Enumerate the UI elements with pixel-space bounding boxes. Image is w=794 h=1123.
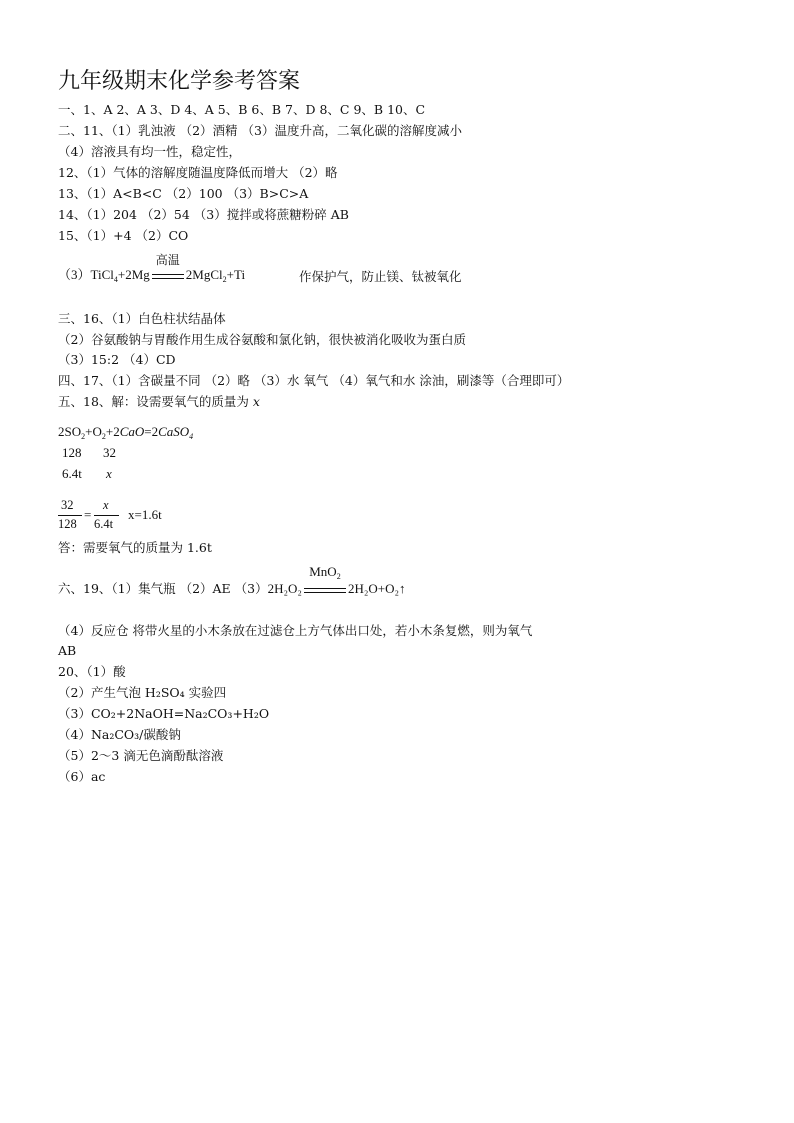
answer-line-q16-2: （2）谷氨酸钠与胃酸作用生成谷氨酸和氯化钠，很快被消化吸收为蛋白质 xyxy=(58,332,466,347)
answer-line-q20-4: （4）Na₂CO₃/碳酸钠 xyxy=(58,727,181,742)
given-mass: 6.4t xyxy=(62,466,82,481)
answer-line-q12: 12、（1）气体的溶解度随温度降低而增大 （2）略 xyxy=(58,165,338,180)
answer-line-q11: 二、11、（1）乳浊液 （2）酒精 （3）温度升高，二氧化碳的溶解度减小 xyxy=(58,123,462,138)
answer-line-section-1: 一、1、A 2、A 3、D 4、A 5、B 6、B 7、D 8、C 9、B 10、C xyxy=(58,102,426,117)
answer-line-q18-conclusion: 答：需要氧气的质量为 1.6t xyxy=(58,540,212,555)
fraction-denominator: 6.4t xyxy=(94,517,114,531)
answer-line-q14: 14、（1）204 （2）54 （3）搅拌或将蔗糖粉碎 AB xyxy=(58,207,349,222)
products-water-oxygen: 2H₂O+O₂↑ xyxy=(347,581,406,596)
relative-mass-32: 32 xyxy=(103,445,116,460)
product-mgcl2: 2MgCl$_2$ xyxy=(185,267,227,284)
answer-line-q20-2: （2）产生气泡 H₂SO₄ 实验四 xyxy=(58,685,227,700)
answer-line-q20: 20、（1）酸 xyxy=(58,664,126,679)
answer-line-q20-3: （3）CO₂+2NaOH=Na₂CO₃+H₂O xyxy=(58,706,270,721)
product-ti: +Ti xyxy=(226,267,246,282)
catalyst-mno2: MnO$_2$ xyxy=(309,564,341,581)
equation-label: （3） xyxy=(58,267,91,282)
relative-mass-128: 128 xyxy=(62,445,82,460)
reactant-ticl4: TiCl$_4$ xyxy=(90,267,118,284)
answer-line-q20-5: （5）2～3 滴无色滴酚酞溶液 xyxy=(58,748,224,763)
answer-line-q19-4: （4）反应仓 将带火星的小木条放在过滤仓上方气体出口处，若小木条复燃，则为氧气 xyxy=(58,623,533,638)
unknown-mass: x xyxy=(106,466,112,481)
answer-line-q11-4: （4）溶液具有均一性，稳定性， xyxy=(58,144,241,159)
page-title: 九年级期末化学参考答案 xyxy=(58,69,301,94)
answer-line-q17: 四、17、（1）含碳量不同 （2）略 （3）水 氧气 （4）氧气和水 涂油，刷漆等（合理即可） xyxy=(58,373,570,388)
answer-line-q15: 15、（1）+4 （2）CO xyxy=(58,228,189,243)
answer-line-q16: 三、16、（1）白色柱状结晶体 xyxy=(58,311,226,326)
reaction-condition-arrow xyxy=(150,253,186,283)
answer-line-q18: 五、18、解：设需要氧气的质量为 x xyxy=(58,394,260,409)
answer-line-q16-3: （3）15:2 （4）CD xyxy=(58,352,176,367)
reactant-mg: +2Mg xyxy=(117,267,150,282)
solution-result: x=1.6t xyxy=(128,507,162,522)
fraction-numerator: 32 xyxy=(61,498,74,512)
answer-line-q13: 13、（1）A<B<C （2）100 （3）B>C>A xyxy=(58,186,309,201)
answer-line-q15-3-note: 作保护气，防止镁、钛被氧化 xyxy=(299,269,462,284)
fraction-bar xyxy=(94,515,119,516)
equation-q15-3 xyxy=(58,253,246,284)
answer-line-q19: 六、19、（1）集气瓶 （2）AE （3）2H₂O₂ MnO$_2$ 2H₂O+O₂↑ xyxy=(58,564,406,596)
reaction-condition-arrow xyxy=(302,564,348,597)
equation-q18: $2SO_2+O_2+2CaO=2CaSO_4$ xyxy=(58,424,194,441)
answer-line-q20-6: （6）ac xyxy=(58,769,106,784)
fraction-numerator: x xyxy=(103,498,109,512)
fraction-denominator: 128 xyxy=(58,517,77,531)
condition-high-temperature: 高温 xyxy=(155,253,180,267)
reactant-h2o2: 2H₂O₂ xyxy=(267,581,302,596)
fraction-bar xyxy=(58,515,82,516)
proportion-equals: = xyxy=(84,507,92,522)
answer-line-q19-ab: AB xyxy=(58,643,77,658)
